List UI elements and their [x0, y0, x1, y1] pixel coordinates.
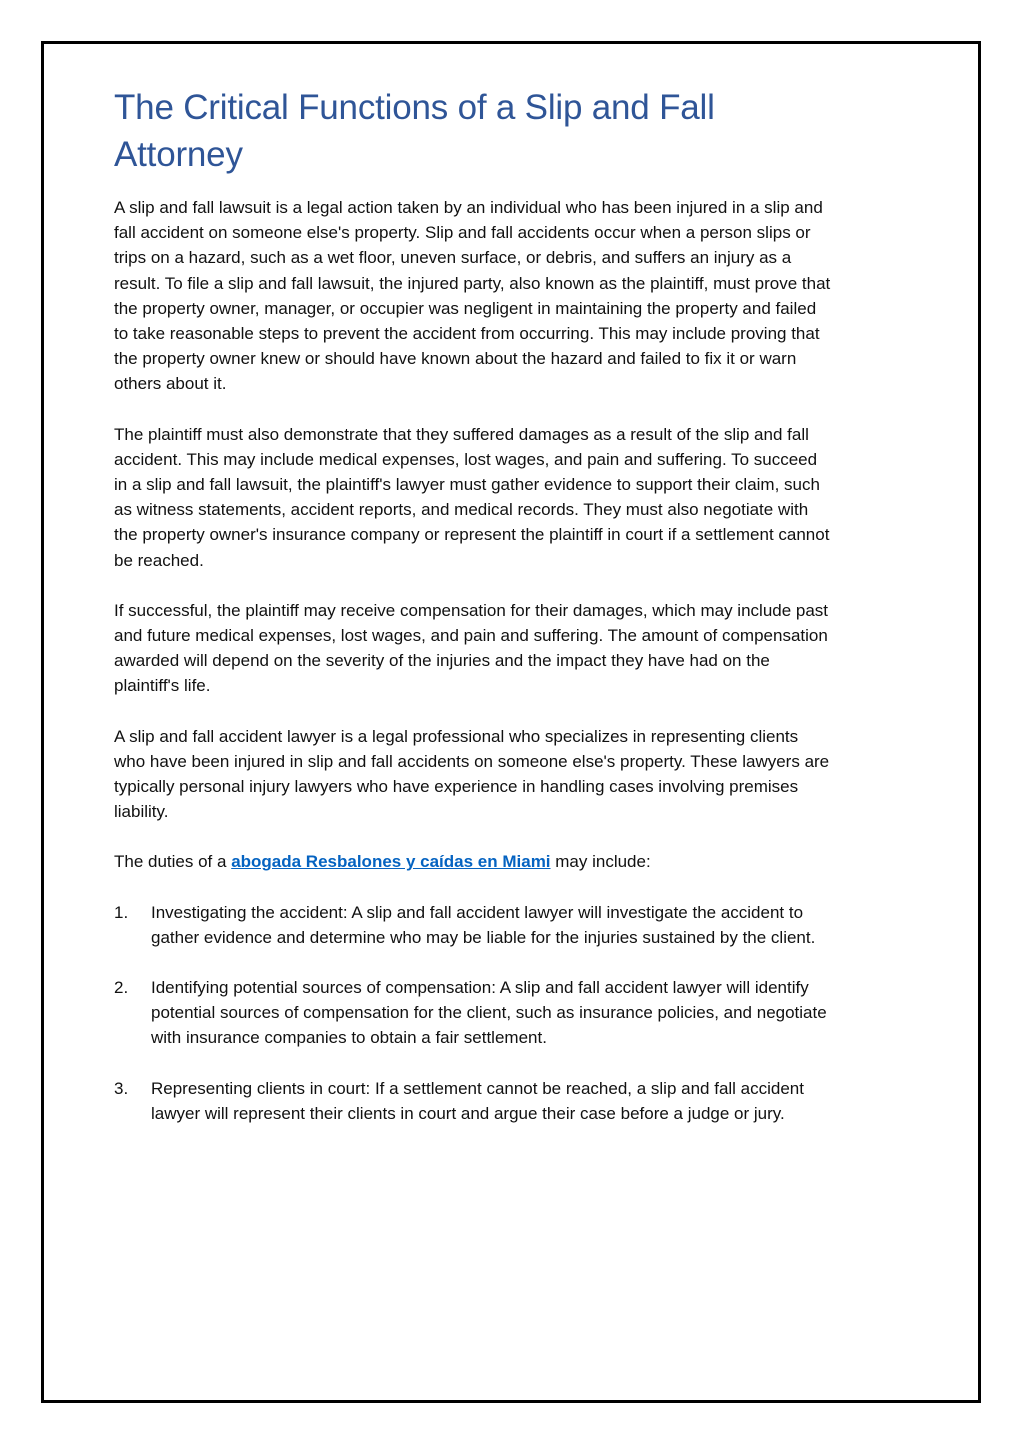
list-item-number: 2.	[114, 978, 129, 998]
paragraph-lawsuit-definition: A slip and fall lawsuit is a legal action taken by an individual who has been injured in a slip and fall accident on someone else's property. Slip and fall accidents occur when a person slips or trips on a hazard, such as a wet floor, uneven surface, or debris, and suffers an injury as a result. To file a slip and fall lawsuit, the injured party, also known as the plaintiff, must prove that the property owner, manager, or occupier was negligent in maintaining the property and failed to take reasonable steps to prevent the accident from occurring. This may include proving that the property owner knew or should have known about the hazard and failed to fix it or warn others about it.	[114, 198, 831, 394]
paragraph-damages: The plaintiff must also demonstrate that they suffered damages as a result of the slip and fall accident. This may include medical expenses, lost wages, and pain and suffering. To succeed in a slip and fall lawsuit, the plaintiff's lawyer must gather evidence to support their claim, such as witness statements, accident reports, and medical records. They must also negotiate with the property owner's insurance company or represent the plaintiff in court if a settlement cannot be reached.	[114, 424, 830, 570]
paragraph-lawyer-definition: A slip and fall accident lawyer is a legal professional who specializes in representing clients who have been injured in slip and fall accidents on someone else's property. These lawyers are typically personal injury lawyers who have experience in handling cases involving premises liability.	[114, 726, 830, 822]
list-item-number: 1.	[114, 902, 129, 922]
list-item	[114, 900, 834, 950]
document-body	[114, 84, 834, 1151]
duties-intro-after: may include:	[550, 852, 651, 872]
list-item-text: Identifying potential sources of compensation: A slip and fall accident lawyer will identify potential sources of compensation for the client, such as insurance policies, and negotiate with insurance companies to obtain a fair settlement.	[151, 978, 827, 1048]
list-item-text: Investigating the accident: A slip and fall accident lawyer will investigate the accident to gather evidence and determine who may be liable for the injuries sustained by the client.	[151, 902, 816, 947]
abogada-link[interactable]: abogada Resbalones y caídas en Miami	[231, 852, 551, 872]
list-item	[114, 1076, 834, 1126]
paragraph-compensation: If successful, the plaintiff may receive compensation for their damages, which may include past and future medical expenses, lost wages, and pain and suffering. The amount of compensation awarded will depend on the severity of the injuries and the impact they have had on the plaintiff's life.	[114, 600, 829, 696]
list-item-number: 3.	[114, 1078, 129, 1098]
duties-intro-before: The duties of a	[114, 852, 232, 872]
duties-intro	[114, 849, 834, 874]
page-title: The Critical Functions of a Slip and Fall Attorney	[114, 88, 715, 174]
duties-list	[114, 900, 834, 1126]
list-item-text: Representing clients in court: If a settlement cannot be reached, a slip and fall accident lawyer will represent their clients in court and argue their case before a judge or jury.	[151, 1078, 804, 1123]
list-item	[114, 975, 834, 1051]
